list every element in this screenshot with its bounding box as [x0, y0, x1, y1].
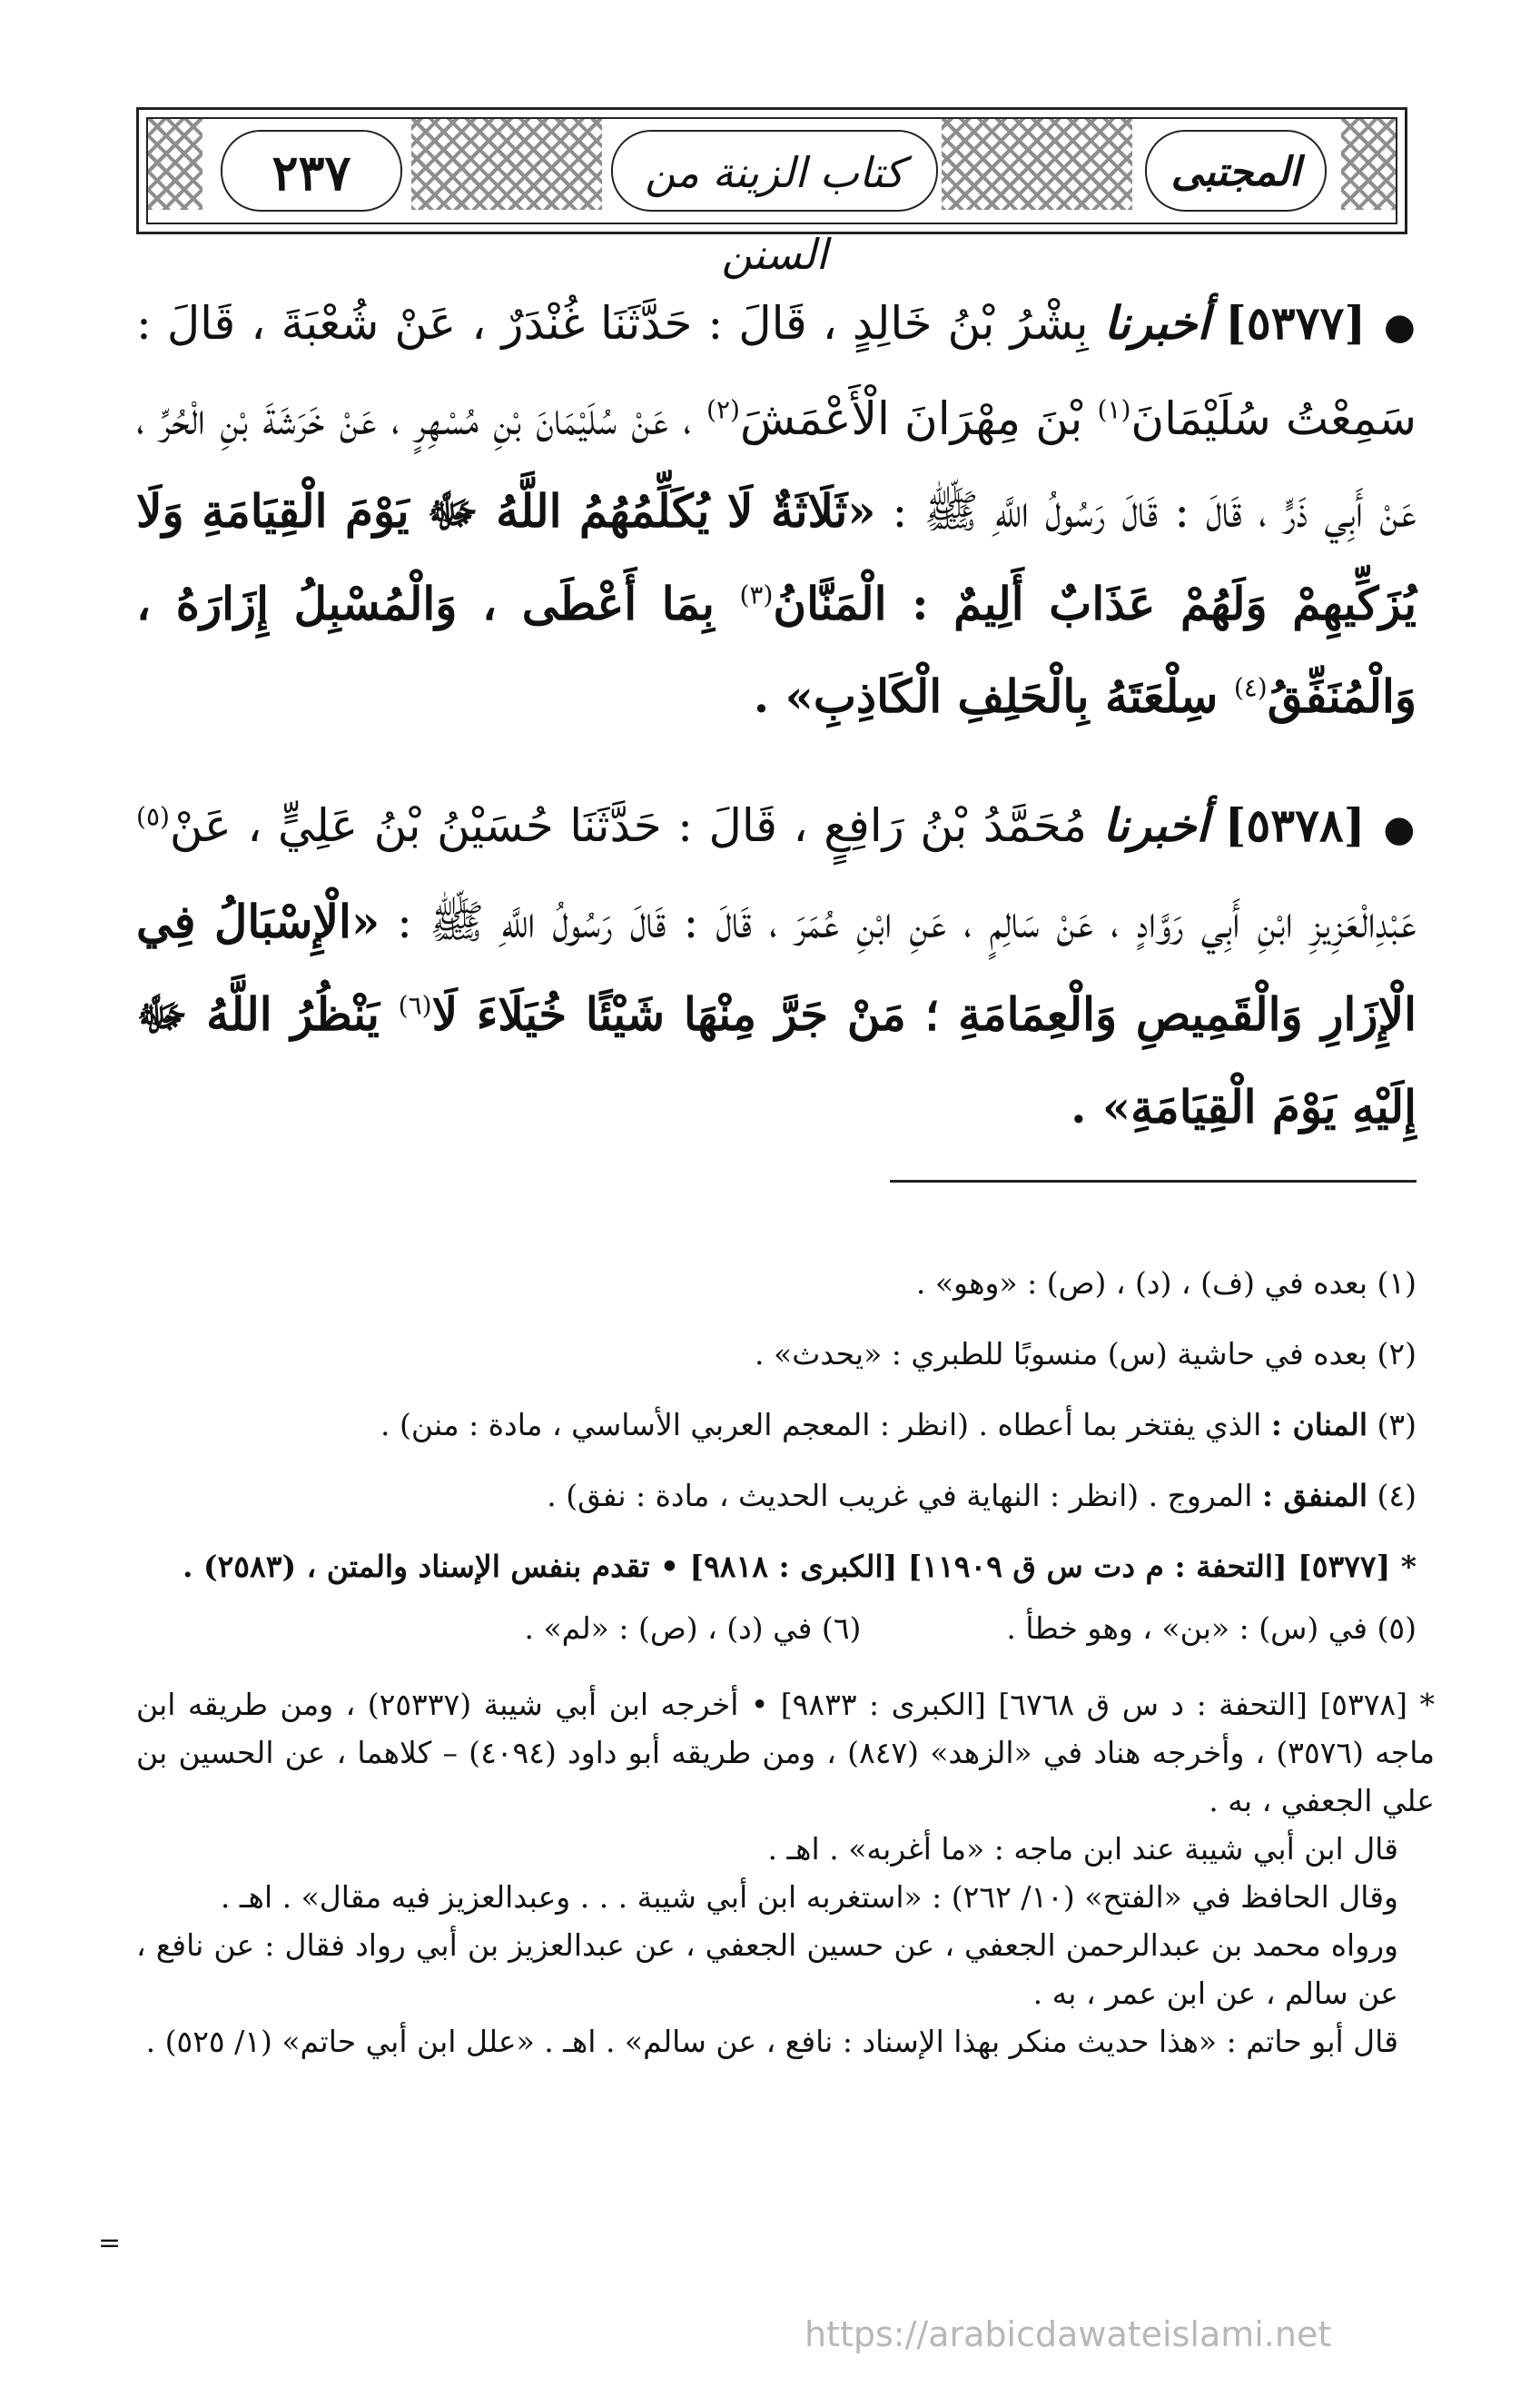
- takhrij-note-5377: * [٥٣٧٧] [التحفة : م دت س ق ١١٩٠٩] [الكبرى : ٩٨١٨] • تقدم بنفس الإسناد والمتن ، (٢٥٨٣) .: [182, 1549, 1417, 1584]
- footnote-ref[interactable]: (٣): [739, 579, 774, 610]
- matn-text: يَنْظُرُ اللَّهُ ﷻ إِلَيْهِ يَوْمَ الْقِيَامَةِ» .: [136, 987, 1417, 1134]
- akhbarana-label: أخبرنا: [1102, 798, 1209, 852]
- watermark-url: https://arabicdawateislami.net: [805, 2314, 1332, 2354]
- note-paragraph: ورواه محمد بن عبدالرحمن الجعفي ، عن حسين الجعفي ، عن عبدالعزيز بن أبي رواد فقال : عن نافع ، عن سالم ، عن ابن عمر ، به .: [136, 1927, 1398, 2011]
- footnote-4: [136, 1473, 1417, 1519]
- isnad-text: مُحَمَّدُ بْنُ رَافِعٍ ، قَالَ : حَدَّثَنَا حُسَيْنُ بْنُ عَلِيٍّ ، عَنْ: [169, 799, 1103, 852]
- matn-text: «ثَلَاثَةٌ لَا يُكَلِّمُهُمُ اللَّهُ ﷻ يَوْمَ الْقِيَامَةِ وَلَا يُزَكِّيهِمْ وَلَهُمْ عَذَابٌ أَلِيمٌ : الْمَنَّانُ: [136, 484, 1417, 630]
- footnote-label: (٤): [1367, 1478, 1417, 1513]
- isnad-text: بِشْرُ بْنُ خَالِدٍ ، قَالَ : حَدَّثَنَا غُنْدَرٌ ، عَنْ شُعْبَةَ ، قَالَ : سَمِعْتُ سُلَيْمَانَ: [136, 297, 1417, 445]
- footnote-2: [136, 1332, 1417, 1377]
- footnote-5: (٥) في (س) : «بن» ، وهو خطأ .: [1006, 1610, 1417, 1646]
- ornament-pattern: [1341, 119, 1396, 210]
- footnote-1: [136, 1261, 1417, 1306]
- ornament-pattern: [411, 119, 602, 210]
- ornament-pattern: [148, 119, 202, 210]
- hadith-5377: [136, 277, 1417, 743]
- book-title: كتاب الزينة من السنن: [611, 130, 938, 212]
- footnote-term: المنان :: [1270, 1407, 1368, 1442]
- page-number: ٢٣٧: [221, 130, 402, 212]
- footnote-label: (٣): [1367, 1407, 1417, 1442]
- footnote-ref[interactable]: (٥): [136, 801, 170, 832]
- footnote-6: (٦) في (د) ، (ص) : «لم» .: [524, 1610, 862, 1646]
- matn-text: سِلْعَتَهُ بِالْحَلِفِ الْكَاذِبِ» .: [753, 669, 1234, 723]
- footnote-ref[interactable]: (٦): [398, 990, 432, 1021]
- isnad-text: بْنَ مِهْرَانَ الْأَعْمَشَ: [739, 392, 1098, 445]
- note-paragraph: وقال الحافظ في «الفتح» (١٠/ ٢٦٢) : «استغربه ابن أبي شيبة . . . وعبدالعزيز فيه مقال» . اهـ .: [220, 1879, 1398, 1915]
- takhrij-note-5378: [136, 1680, 1435, 2065]
- continuation-mark: =: [98, 2227, 122, 2259]
- footnote-ref[interactable]: (٢): [706, 394, 740, 425]
- bullet-icon: ●: [1383, 808, 1417, 850]
- isnad-text: عَبْدِالْعَزِيزِ ابْنِ أَبِي رَوَّادٍ ، عَنْ سَالِمٍ ، عَنِ ابْنِ عُمَرَ ، قَالَ : قَالَ رَسُولُ اللَّهِ ﷺ :: [380, 896, 1417, 948]
- isnad-text: ، عَنْ سُلَيْمَانَ بْنِ مُسْهِرٍ ، عَنْ خَرَشَةَ بْنِ الْحُرِّ ، عَنْ أَبِي ذَرٍّ ، قَالَ : قَالَ رَسُولُ اللَّهِ ﷺ :: [136, 392, 1417, 538]
- footnote-text: بعده في حاشية (س) منسوبًا للطبري : «يحدث» .: [755, 1336, 1368, 1372]
- ornament-pattern: [942, 119, 1132, 210]
- footnote-divider: [890, 1180, 1417, 1183]
- bullet-icon: ●: [1383, 306, 1417, 348]
- matn-text: «الْإِسْبَالُ فِي الْإِزَارِ وَالْقَمِيصِ وَالْعِمَامَةِ ؛ مَنْ جَرَّ مِنْهَا شَيْئًا خُيَلَاءَ لَا: [136, 895, 1417, 1041]
- footnote-ref[interactable]: (٤): [1233, 672, 1268, 703]
- hadith-5378: [136, 779, 1417, 1154]
- matn-text: بِمَا أَعْطَى ، وَالْمُسْبِلُ إِزَارَهُ ، وَالْمُنَفِّقُ: [136, 577, 1417, 723]
- footnote-3: [136, 1402, 1417, 1448]
- footnote-label: (١): [1367, 1265, 1417, 1301]
- note-paragraph: * [٥٣٧٨] [التحفة : د س ق ٦٧٦٨] [الكبرى : ٩٨٣٣] • أخرجه ابن أبي شيبة (٢٥٣٣٧) ، ومن طريقه ابن ماجه (٣٥٧٦) ، وأخرجه هناد في «الزهد» (٨٤٧) ، ومن طريقه أبو داود (٤٠٩٤) – كلاهما ، عن الحسين بن علي الجعفي ، به .: [136, 1687, 1436, 1818]
- footnote-text: بعده في (ف) ، (د) ، (ص) : «وهو» .: [915, 1265, 1368, 1301]
- footnote-text: الذي يفتخر بما أعطاه . (انظر : المعجم العربي الأساسي ، مادة : منن) .: [380, 1407, 1271, 1442]
- hadith-number: [٥٣٧٨]: [1224, 798, 1366, 852]
- series-title: المجتبى: [1145, 130, 1327, 212]
- footnote-ref[interactable]: (١): [1097, 394, 1131, 425]
- akhbarana-label: أخبرنا: [1103, 296, 1210, 350]
- running-header: [136, 107, 1407, 279]
- footnotes-5-6: [136, 1606, 1417, 1651]
- hadith-number: [٥٣٧٧]: [1225, 296, 1366, 350]
- footnote-label: (٢): [1367, 1336, 1417, 1372]
- footnote-text: المروج . (انظر : النهاية في غريب الحديث ، مادة : نفق) .: [547, 1478, 1262, 1513]
- note-paragraph: قال ابن أبي شيبة عند ابن ماجه : «ما أغربه» . اهـ .: [767, 1831, 1398, 1867]
- footnote-term: المنفق :: [1261, 1478, 1368, 1513]
- note-paragraph: قال أبو حاتم : «هذا حديث منكر بهذا الإسناد : نافع ، عن سالم» . اهـ . «علل ابن أبي حاتم» (١/ ٥٢٥) .: [145, 2024, 1398, 2059]
